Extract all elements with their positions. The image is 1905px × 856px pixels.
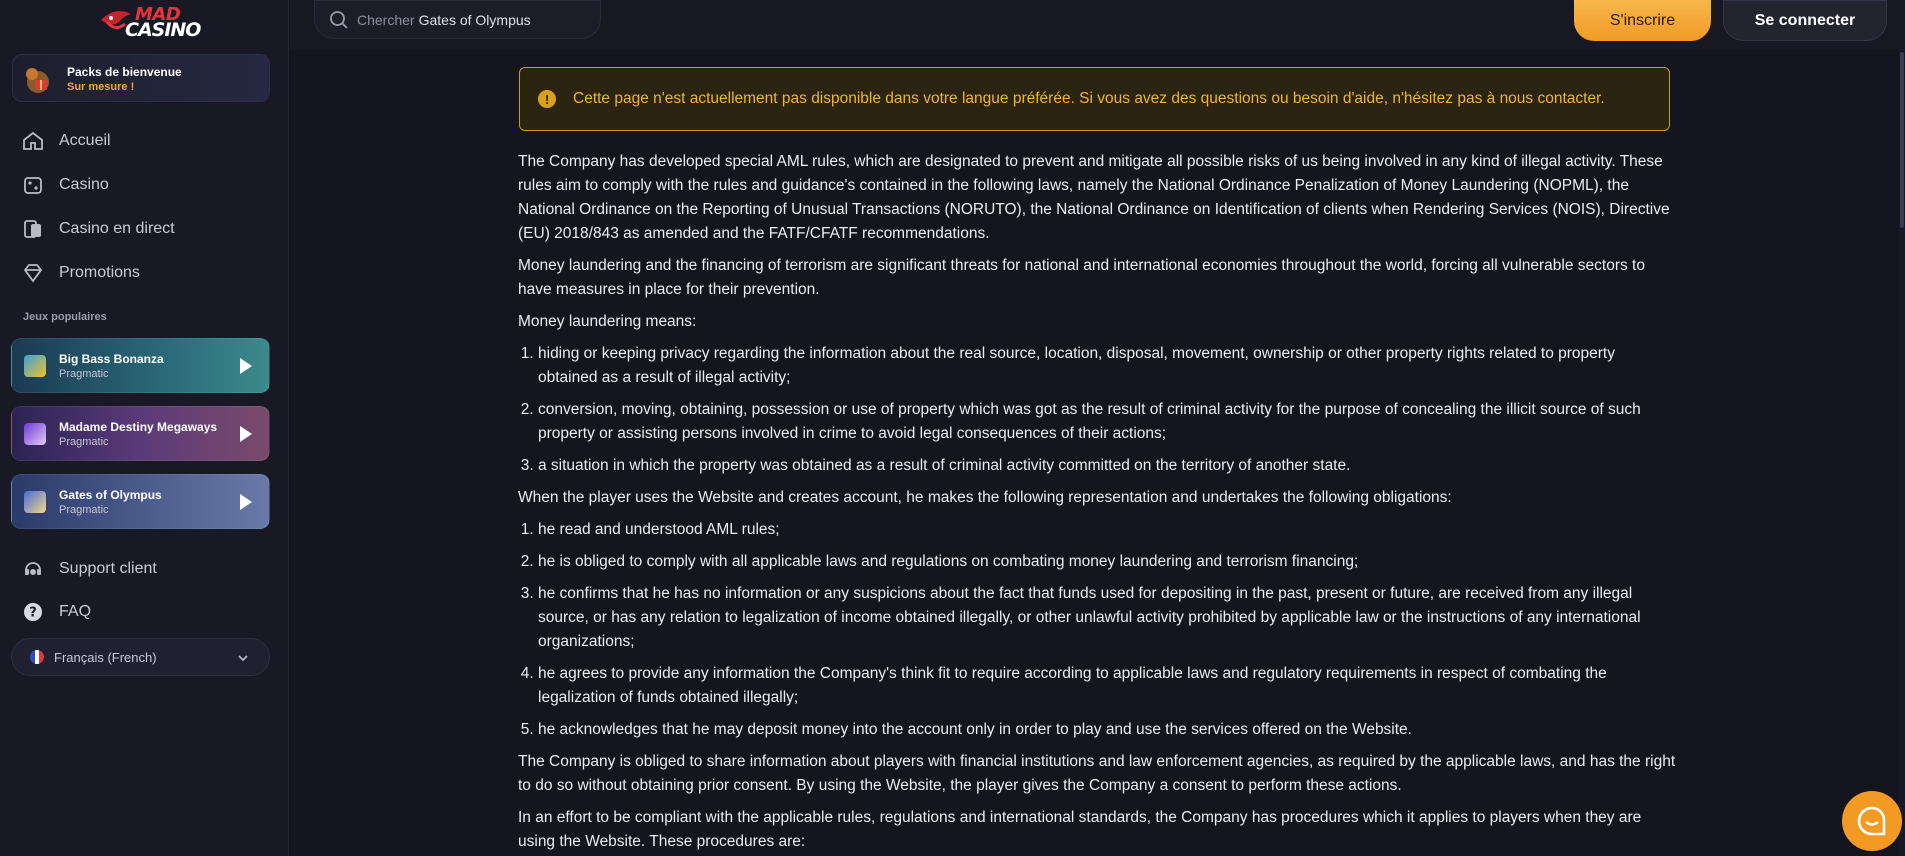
casino-icon <box>22 174 44 196</box>
list-item: 3. he confirms that he has no information or any suspicions about the fact that funds used for depositing in the past, present or future, are received from any illegal source, or has any relation to legalization of income obtained illegally, or other unlawful activity prohibited by applicable law or the instructions of any international organizations; <box>538 582 1676 654</box>
svg-text:?: ? <box>29 605 37 621</box>
language-select[interactable] <box>11 638 270 676</box>
game-card-madame-destiny-megaways[interactable] <box>11 406 270 461</box>
sidebar-item-label: FAQ <box>59 603 92 620</box>
game-provider: Pragmatic <box>59 504 109 516</box>
sidebar-item-promotions[interactable] <box>22 258 140 288</box>
list-item: 2. he is obliged to comply with all applicable laws and regulations on combating money laundering and terrorism financing; <box>538 550 1676 574</box>
welcome-packs-card[interactable] <box>12 54 270 102</box>
sidebar <box>0 0 289 856</box>
live-casino-icon <box>22 218 44 240</box>
play-icon[interactable] <box>239 357 253 375</box>
game-provider: Pragmatic <box>59 436 109 448</box>
chevron-down-icon <box>237 652 249 664</box>
logo-casino-text: CASINO <box>125 19 201 41</box>
aml-policy-article <box>518 150 1676 856</box>
diamond-icon <box>22 262 44 284</box>
sidebar-item-support-client[interactable] <box>22 554 157 584</box>
search-bar[interactable] <box>314 0 601 39</box>
game-name: Gates of Olympus <box>59 488 162 502</box>
game-name: Madame Destiny Megaways <box>59 420 218 434</box>
game-card-big-bass-bonanza[interactable] <box>11 338 270 393</box>
list-item: 2. conversion, moving, obtaining, possession or use of property which was got as the result of criminal activity for the purpose of concealing the illicit source of such property or assisting persons involved in crime to avoid legal consequences of their actions; <box>538 398 1676 446</box>
signup-button[interactable]: S'inscrire <box>1574 0 1711 41</box>
search-input[interactable]: Gates of Olympus <box>418 11 531 28</box>
sidebar-item-faq[interactable] <box>22 597 91 627</box>
search-icon <box>329 10 349 30</box>
paragraph: Money laundering and the financing of terrorism are significant threats for national and international economies throughout the world, forcing all vulnerable sectors to have measures in place for their prevention. <box>518 257 1645 298</box>
game-thumbnail <box>24 423 46 445</box>
sidebar-item-label: Accueil <box>59 132 111 149</box>
money-laundering-list <box>518 342 1676 478</box>
sidebar-item-label: Promotions <box>59 264 140 281</box>
language-selected-label: Français (French) <box>54 649 157 665</box>
list-item: 5. he acknowledges that he may deposit money into the account only in order to play and use the services offered on the Website. <box>538 718 1676 742</box>
welcome-gift-icon <box>21 62 55 96</box>
sidebar-item-accueil[interactable] <box>22 126 111 156</box>
page-scrollbar-thumb[interactable] <box>1900 52 1904 228</box>
sidebar-item-label: Casino <box>59 176 109 193</box>
language-notice-banner <box>519 67 1670 131</box>
chat-icon <box>1855 804 1889 838</box>
language-notice-text: Cette page n'est actuellement pas disponible dans votre langue préférée. Si vous avez des questions ou besoin d'aide, n'hésitez pas à nous contacter. <box>573 90 1605 107</box>
search-placeholder: Chercher <box>357 11 415 28</box>
paragraph: The Company has developed special AML rules, which are designated to prevent and mitigate all possible risks of us being involved in any kind of illegal activity. These rules aim to comply with the rules and guidance's contained in the following laws, namely the National Ordinance Penalization of Money Laundering (NOPML), the National Ordinance on the Reporting of Unusual Transactions (NORUTO), the National Ordinance on Identification of clients when Rendering Services (NOIS), Directive (EU) 2018/843 as amended and the FATF/CFATF recommendations. <box>518 153 1670 242</box>
popular-games-title: Jeux populaires <box>23 311 107 323</box>
live-chat-button[interactable] <box>1842 791 1902 851</box>
game-provider: Pragmatic <box>59 368 109 380</box>
sidebar-item-label: Support client <box>59 560 157 577</box>
list-item: 1. hiding or keeping privacy regarding the information about the real source, location, disposal, movement, ownership or other property rights related to property obtained as a result of illegal activity; <box>538 342 1676 390</box>
help-icon <box>22 601 44 623</box>
game-thumbnail <box>24 355 46 377</box>
list-item: 3. a situation in which the property was obtained as a result of criminal activity committed on the territory of another state. <box>538 454 1676 478</box>
home-icon <box>22 130 44 152</box>
sidebar-item-casino[interactable] <box>22 170 109 200</box>
welcome-title: Packs de bienvenue <box>67 65 182 79</box>
france-flag-icon <box>30 650 44 664</box>
game-card-gates-of-olympus[interactable] <box>11 474 270 529</box>
list-item: 1. he read and understood AML rules; <box>538 518 1676 542</box>
mad-casino-logo[interactable] <box>95 2 201 42</box>
sidebar-item-label: Casino en direct <box>59 220 175 237</box>
game-thumbnail <box>24 491 46 513</box>
game-name: Big Bass Bonanza <box>59 352 164 366</box>
paragraph: In an effort to be compliant with the applicable rules, regulations and international standards, the Company has procedures which it applies to players when they are using the Website. These procedures are: <box>518 809 1642 850</box>
play-icon[interactable] <box>239 425 253 443</box>
paragraph: When the player uses the Website and creates account, he makes the following representation and undertakes the following obligations: <box>518 489 1452 506</box>
paragraph: Money laundering means: <box>518 313 697 330</box>
paragraph: The Company is obliged to share information about players with financial institutions and law enforcement agencies, as required by the applicable laws, and has the right to do so without obtaining prior consent. By using the Website, the player gives the Company a consent to perform these actions. <box>518 753 1676 794</box>
list-item: 4. he agrees to provide any information the Company's think fit to require according to applicable laws and regulatory requirements in respect of combating the legalization of funds obtained illegally; <box>538 662 1676 710</box>
login-button[interactable]: Se connecter <box>1723 0 1887 41</box>
warning-icon: ! <box>538 90 556 108</box>
support-icon <box>22 558 44 580</box>
welcome-subtitle: Sur mesure ! <box>67 81 135 93</box>
sidebar-item-casino-en-direct[interactable] <box>22 214 175 244</box>
player-obligations-list <box>518 518 1676 742</box>
play-icon[interactable] <box>239 493 253 511</box>
logo-mad-text: MAD <box>135 4 181 25</box>
